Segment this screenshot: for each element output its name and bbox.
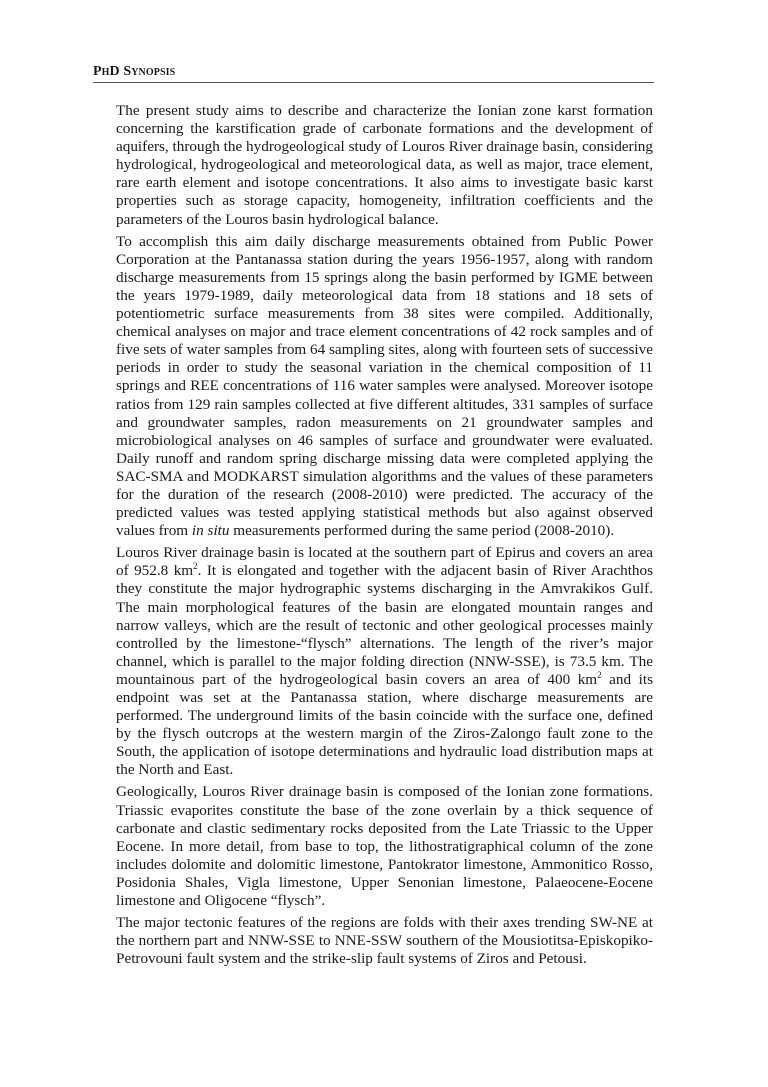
paragraph-text: The major tectonic features of the regions are folds with their axes trending SW-NE at the northern part and NNW-SSE to NNE-SSW southern of the Mousiotitsa-Episkopiko-Petrovouni fault system and the strike-slip fault systems of Ziros and Petousi. <box>116 914 653 968</box>
paragraph-text: Geologically, Louros River drainage basin is composed of the Ionian zone formations. Triassic evaporites constitute the base of the zone overlain by a thick sequence of carbonate and clastic sedimentary rocks deposited from the Late Triassic to the Upper Eocene. In more detail, from base to top, the lithostratigraphical column of the zone includes dolomite and dolomitic limestone, Pantokrator limestone, Ammonitico Rosso, Posidonia Shales, Vigla limestone, Upper Senonian limestone, Palaeocene-Eocene limestone and Oligocene “flysch”. <box>116 783 653 910</box>
paragraph-text: measurements performed during the same period (2008-2010). <box>229 522 615 540</box>
paragraph-text: . It is elongated and together with the adjacent basin of River Arachthos they constitute the major hydrographic systems discharging in the Amvrakikos Gulf. The main morphological features of the basin are elongated mountain ranges and narrow valleys, which are the result of tectonic and other geological processes mainly controlled by the limestone-“flysch” alternations. The length of the river’s major channel, which is parallel to the major folding direction (NNW-SSE), is 73.5 km. The mountainous part of the hydrogeological basin covers an area of 400 km <box>116 562 654 688</box>
body-text <box>116 102 653 972</box>
paragraph-data-collection <box>116 233 653 541</box>
paragraph-text: Louros River drainage basin is located at the southern part of Epirus and covers an area of 952.8 km <box>116 544 653 580</box>
header-title: PhD Synopsis <box>93 64 176 79</box>
superscript: 2 <box>597 669 602 680</box>
italic-term: in situ <box>191 522 230 540</box>
paragraph-text: The present study aims to describe and characterize the Ionian zone karst formation concerning the karstification grade of carbonate formations and the development of aquifers, through the hydrogeological study of Louros River drainage basin, considering hydrological, hydrogeological and meteorological data, as well as major, trace element, rare earth element and isotope concentrations. It also aims to investigate basic karst properties such as storage capacity, homogeneity, infiltration coefficients and the parameters of the Louros basin hydrological balance. <box>116 102 653 228</box>
paragraph-basin-location <box>116 544 653 779</box>
paragraph-study-aims <box>116 102 653 229</box>
paragraph-geology <box>116 783 653 910</box>
page-header <box>93 64 654 83</box>
paragraph-text: and its endpoint was set at the Pantanassa station, where discharge measurements are performed. The underground limits of the basin coincide with the surface one, defined by the flysch outcrops at the western margin of the Ziros-Zalongo fault zone to the South, the application of isotope determinations and hydraulic load distribution maps at the North and East. <box>116 670 654 779</box>
paragraph-text: To accomplish this aim daily discharge measurements obtained from Public Power Corporation at the Pantanassa station during the years 1956-1957, along with random discharge measurements from 15 springs along the basin performed by IGME between the years 1979-1989, daily meteorological data from 18 stations and 18 sets of potentiometric surface measurements from 38 sites were compiled. Additionally, chemical analyses on major and trace element concentrations of 42 rock samples and of five sets of water samples from 64 sampling sites, along with fourteen sets of successive periods in order to study the seasonal variation in the chemical composition of 11 springs and REE concentrations of 116 water samples were analysed. Moreover isotope ratios from 129 rain samples collected at five different altitudes, 331 samples of surface and groundwater samples, radon measurements on 21 groundwater samples and microbiological analyses on 46 samples of surface and groundwater were evaluated. Daily runoff and random spring discharge missing data were completed applying the SAC-SMA and MODKARST simulation algorithms and the values of these parameters for the duration of the research (2008-2010) were predicted. The accuracy of the predicted values was tested applying statistical methods but also against observed values from <box>116 232 653 540</box>
paragraph-tectonics <box>116 914 653 968</box>
superscript: 2 <box>193 561 198 572</box>
